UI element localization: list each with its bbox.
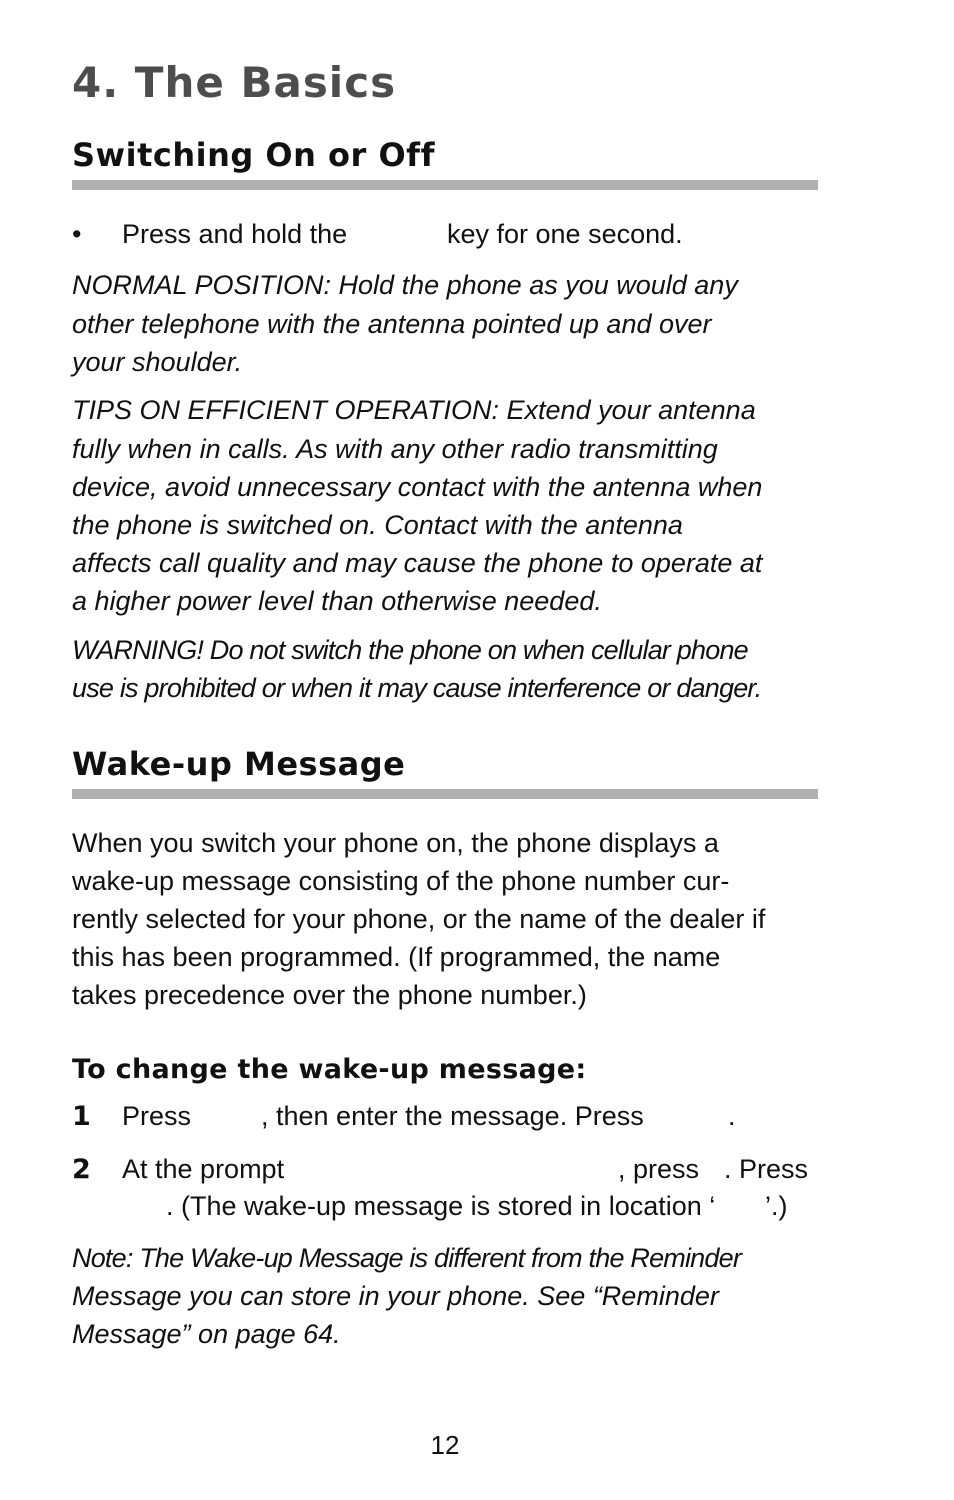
- paragraph-line: affects call quality and may cause the phone to operate at: [72, 548, 763, 578]
- paragraph-line: a higher power level than otherwise needed.: [72, 586, 602, 616]
- paragraph-line: rently selected for your phone, or the name of the dealer if: [72, 904, 766, 934]
- paragraph-line: device, avoid unnecessary contact with the antenna when: [72, 472, 763, 502]
- chapter-title: 4. The Basics: [72, 58, 397, 107]
- paragraph-line: TIPS ON EFFICIENT OPERATION: Extend your antenna: [72, 395, 756, 425]
- step-1-text: .: [728, 1101, 736, 1131]
- instructions-subheading: To change the wake-up message:: [72, 1054, 587, 1085]
- page-number: 12: [430, 1430, 460, 1460]
- paragraph-line: Message” on page 64.: [72, 1319, 341, 1349]
- paragraph-line: your shoulder.: [72, 347, 243, 377]
- bullet-dot: •: [72, 219, 82, 249]
- step-2-text: At the prompt: [122, 1154, 285, 1184]
- step-1-text: , then enter the message. Press: [261, 1101, 644, 1131]
- step-2-text: ’.): [765, 1191, 788, 1221]
- section-rule-wakeup: [72, 789, 818, 799]
- paragraph-line: Note: The Wake-up Message is different from the Reminder: [72, 1243, 742, 1273]
- step-2-text: , press: [618, 1154, 700, 1184]
- step-2-number: 2: [72, 1154, 91, 1185]
- bullet-text-after: key for one second.: [447, 219, 683, 249]
- paragraph-line: fully when in calls. As with any other radio transmitting: [72, 434, 718, 464]
- paragraph-line: WARNING! Do not switch the phone on when cellular phone: [72, 635, 748, 665]
- paragraph-line: Message you can store in your phone. See “Reminder: [72, 1281, 719, 1311]
- step-2-text: . (The wake-up message is stored in location ‘: [166, 1191, 716, 1221]
- paragraph-line: When you switch your phone on, the phone displays a: [72, 828, 719, 858]
- section-rule-switching: [72, 180, 818, 190]
- paragraph-line: NORMAL POSITION: Hold the phone as you would any: [72, 270, 738, 300]
- paragraph-line: the phone is switched on. Contact with the antenna: [72, 510, 683, 540]
- paragraph-line: takes precedence over the phone number.): [72, 980, 587, 1010]
- paragraph-line: use is prohibited or when it may cause interference or danger.: [72, 673, 762, 703]
- paragraph-line: this has been programmed. (If programmed, the name: [72, 942, 721, 972]
- section-heading-switching: Switching On or Off: [72, 136, 435, 174]
- paragraph-line: wake-up message consisting of the phone number cur-: [72, 866, 730, 896]
- step-1-text: Press: [122, 1101, 192, 1131]
- section-heading-wakeup: Wake-up Message: [72, 745, 406, 783]
- step-1-number: 1: [72, 1101, 91, 1132]
- paragraph-line: other telephone with the antenna pointed up and over: [72, 309, 712, 339]
- step-2-text: . Press: [724, 1154, 809, 1184]
- bullet-text-before: Press and hold the: [122, 219, 348, 249]
